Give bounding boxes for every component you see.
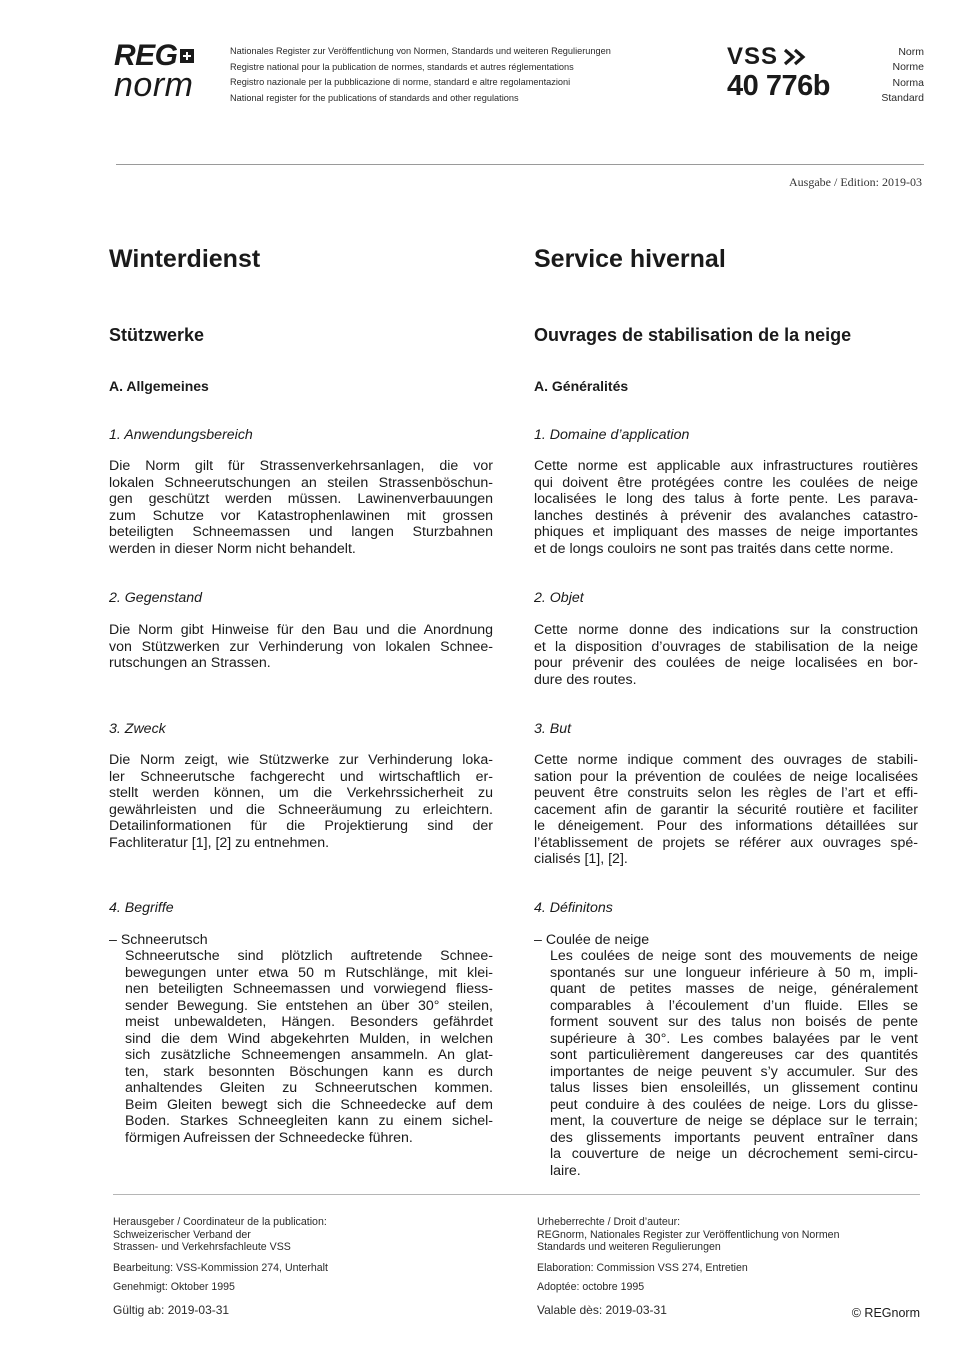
- section-heading-fr: A. Généralités: [534, 378, 629, 394]
- text-line: Die Norm zeigt, wie Stützwerke zur Verhinderung loka-: [109, 752, 493, 768]
- text-line: ler Schneerutsche fachgerecht und wirtschaftlich er-: [109, 768, 493, 785]
- type-label-fr: Norme: [892, 61, 924, 74]
- paragraph-scope-de: [109, 458, 493, 557]
- copyright-line: REGnorm, Nationales Register zur Veröffentlichung von Normen: [537, 1228, 840, 1241]
- term-label-fr: – Coulée de neige: [534, 932, 650, 948]
- text-line: la couverture de neige un décrochement semi-circu-: [550, 1146, 918, 1162]
- text-line: Detailinformationen für die Projektierung sind der: [109, 818, 493, 834]
- text-line: beteiligten Schneemassen und langen Sturzbahnen: [109, 524, 493, 540]
- copyright-line: Urheberrechte / Droit d’auteur:: [537, 1216, 681, 1228]
- heading-purpose-fr: 3. But: [534, 721, 572, 737]
- text-line: werden in dieser Norm nicht behandelt.: [109, 540, 356, 557]
- paragraph-purpose-fr: [534, 752, 918, 868]
- approval-info: [113, 1281, 503, 1294]
- text-line: rutschungen an Strassen.: [109, 655, 271, 671]
- text-line: forment souvent sur des talus non boisés de pente: [550, 1014, 918, 1030]
- register-line-en: National register for the publications of standards and other regulations: [230, 92, 519, 103]
- type-label-en: Standard: [881, 91, 924, 104]
- text-line: von Stützwerken zur Verhinderung von lokalen Schnee-: [109, 638, 493, 655]
- text-line: peuvent être construits selon les règles de l’art et effi-: [534, 785, 918, 801]
- type-label-de: Norm: [898, 46, 924, 58]
- text-line: lanches destinés à prévenir des avalanches catastro-: [534, 507, 918, 524]
- text-line: le déneigement. Pour des informations détaillées sur: [534, 818, 918, 834]
- term-definition-fr: [550, 948, 918, 1179]
- subtitle-de: Stützwerke: [109, 325, 205, 345]
- text-line: importantes de neige peuvent s’y accumuler. Sur des: [550, 1063, 918, 1080]
- publisher-line: Herausgeber / Coordinateur de la publication:: [113, 1216, 327, 1228]
- text-line: sich zusätzliche Schneemengen ansammeln. An glat-: [125, 1047, 493, 1063]
- publisher-line: Schweizerischer Verband der: [113, 1228, 251, 1241]
- elaboration-info: [537, 1262, 927, 1275]
- title-de: Winterdienst: [109, 245, 261, 273]
- standard-number: 40 776b: [727, 70, 830, 102]
- text-line: pour prévenir des coulées de neige localisées en bor-: [534, 655, 918, 671]
- section-heading-de: A. Allgemeines: [109, 378, 209, 394]
- text-line: et la disposition d’ouvrages de stabilisation de la neige: [534, 638, 918, 655]
- text-line: Die Norm gibt Hinweise für den Bau und die Anordnung: [109, 622, 493, 638]
- text-line: anhaltendes Gleiten zu Schneerutschen kommen.: [125, 1080, 493, 1096]
- title-fr: Service hivernal: [534, 245, 726, 273]
- text-line: sender Bewegung. Sie entstehen an über 30° steilen,: [125, 997, 493, 1014]
- text-line: Schneerutsche sind plötzlich auftretende Schnee-: [125, 948, 493, 964]
- swiss-cross-icon: [180, 49, 194, 63]
- processing-info: [113, 1262, 503, 1275]
- elaboration-text: Elaboration: Commission VSS 274, Entretien: [537, 1262, 748, 1274]
- text-line: zum Schutze vor Katastrophenlawinen mit grossen: [109, 507, 493, 524]
- edition-date: Ausgabe / Edition: 2019-03: [789, 175, 922, 189]
- term-definition-de: [125, 948, 493, 1146]
- register-descriptions: [230, 44, 700, 106]
- text-line: sont particulièrement dangereuses car des quantités: [550, 1047, 918, 1063]
- text-line: meist unbewaldeten, Hängen. Besonders gefährdet: [125, 1014, 493, 1030]
- heading-scope-de: 1. Anwendungsbereich: [109, 427, 253, 443]
- logo-norm-text: norm: [114, 66, 194, 104]
- paragraph-subject-fr: [534, 622, 918, 688]
- text-line: ment, la couverture de neige se déplace sur le terrain;: [550, 1113, 918, 1129]
- text-line: gen geschützt werden müssen. Lawinenverbauungen: [109, 491, 493, 507]
- text-line: Die Norm gilt für Strassenverkehrsanlagen, die vor: [109, 458, 493, 474]
- text-line: stellt werden können, um die Verkehrssicherheit zu: [109, 785, 493, 801]
- register-line-de: Nationales Register zur Veröffentlichung von Normen, Standards und weiteren Regulierungen: [230, 46, 611, 56]
- processing-text: Bearbeitung: VSS-Kommission 274, Unterhalt: [113, 1262, 328, 1274]
- text-line: peut conduire à des coulées de neige. Lors du glisse-: [550, 1096, 918, 1113]
- text-line: lokalen Schneerutschungen an steilen Strassenböschun-: [109, 474, 493, 491]
- copyright-notice: © REGnorm: [851, 1306, 920, 1320]
- copyright-holder-info: [537, 1216, 927, 1254]
- regnorm-logo: [114, 39, 214, 104]
- text-line: Beim Gleiten bewegt sich die Schneedecke auf dem: [125, 1096, 493, 1113]
- text-line: förmigen Aufreissen der Schneedecke führen.: [125, 1129, 413, 1146]
- subtitle-fr: Ouvrages de stabilisation de la neige: [534, 325, 852, 345]
- register-line-fr: Registre national pour la publication de normes, standards et autres réglementations: [230, 61, 574, 72]
- vss-logo-text: VSS: [727, 43, 779, 70]
- paragraph-subject-de: [109, 622, 493, 672]
- vss-chevrons-icon: [782, 46, 810, 68]
- text-line: laire.: [550, 1162, 581, 1179]
- text-line: comparables à l’écoulement d’un fluide. Elles se: [550, 997, 918, 1014]
- text-line: l’établissement de projets se référer aux ouvrages spé-: [534, 834, 918, 851]
- text-line: supérieure à 30°. Les combes balayées par le vent: [550, 1030, 918, 1047]
- text-line: talus lisses bien ensoleillés, un glissement continu: [550, 1080, 918, 1096]
- text-line: bewegungen unter etwa 50 m Rutschlänge, mit klei-: [125, 964, 493, 981]
- text-line: sind die dem Wind abgekehrten Mulden, in welchen: [125, 1030, 493, 1047]
- heading-purpose-de: 3. Zweck: [109, 721, 166, 737]
- text-line: qui doivent être protégées contre les coulées de neige: [534, 474, 918, 491]
- header-divider: [116, 164, 924, 165]
- term-label-de: – Schneerutsch: [109, 932, 208, 948]
- text-line: localisées le long des talus à forte pente. Les parava-: [534, 491, 918, 507]
- text-line: quant de petites masses de neige, généralement: [550, 981, 918, 997]
- text-line: Fachliteratur [1], [2] zu entnehmen.: [109, 834, 330, 851]
- paragraph-purpose-de: [109, 752, 493, 851]
- text-line: des glissements importants peuvent entraîner dans: [550, 1129, 918, 1146]
- adoption-info: [537, 1281, 927, 1294]
- text-line: spontanés sur une longueur inférieure à 50 m, impli-: [550, 964, 918, 981]
- heading-subject-de: 2. Gegenstand: [109, 590, 203, 606]
- text-line: et de longs couloirs ne sont pas traités dans cette norme.: [534, 540, 894, 557]
- text-line: Cette norme est applicable aux infrastructures routières: [534, 458, 918, 474]
- heading-subject-fr: 2. Objet: [534, 590, 584, 606]
- text-line: sation pour la prévention de coulées de neige localisées: [534, 768, 918, 785]
- logo-reg-text: REG: [114, 39, 178, 72]
- vss-standard-id: [727, 44, 857, 102]
- text-line: Cette norme donne des indications sur la construction: [534, 622, 918, 638]
- adoption-text: Adoptée: octobre 1995: [537, 1281, 645, 1293]
- text-line: Cette norme indique comment des ouvrages de stabili-: [534, 752, 918, 768]
- footer-divider: [113, 1194, 920, 1195]
- text-line: ten, stark besonnten Böschungen kann es durch: [125, 1063, 493, 1080]
- text-line: gewährleisten und die Schneeräumung zu erleichtern.: [109, 801, 493, 818]
- text-line: phiques et impliquant des masses de neige importantes: [534, 524, 918, 540]
- valid-from-de: Gültig ab: 2019-03-31: [113, 1303, 230, 1317]
- approval-text: Genehmigt: Oktober 1995: [113, 1281, 235, 1293]
- text-line: Boden. Starkes Schneegleiten kann zu einem sichel-: [125, 1113, 493, 1129]
- text-line: cacement afin de garantir la sécurité routière et faciliter: [534, 801, 918, 818]
- type-label-it: Norma: [892, 76, 924, 89]
- paragraph-scope-fr: [534, 458, 918, 557]
- text-line: dure des routes.: [534, 671, 637, 688]
- publisher-info: [113, 1216, 503, 1254]
- register-line-it: Registro nazionale per la pubblicazione di norme, standard e altre regolamentazioni: [230, 77, 571, 87]
- valid-from-fr: Valable dès: 2019-03-31: [537, 1303, 667, 1317]
- text-line: cialisés [1], [2].: [534, 851, 628, 867]
- publisher-line: Strassen- und Verkehrsfachleute VSS: [113, 1241, 291, 1253]
- document-type-labels: [858, 45, 924, 106]
- text-line: Les coulées de neige sont des mouvements de neige: [550, 948, 918, 964]
- heading-scope-fr: 1. Domaine d’application: [534, 427, 690, 443]
- text-line: nen beteiligten Schneemassen und vorwiegend fliess-: [125, 981, 493, 997]
- copyright-line: Standards und weiteren Regulierungen: [537, 1241, 721, 1253]
- heading-terms-fr: 4. Définitons: [534, 900, 613, 916]
- heading-terms-de: 4. Begriffe: [109, 900, 174, 916]
